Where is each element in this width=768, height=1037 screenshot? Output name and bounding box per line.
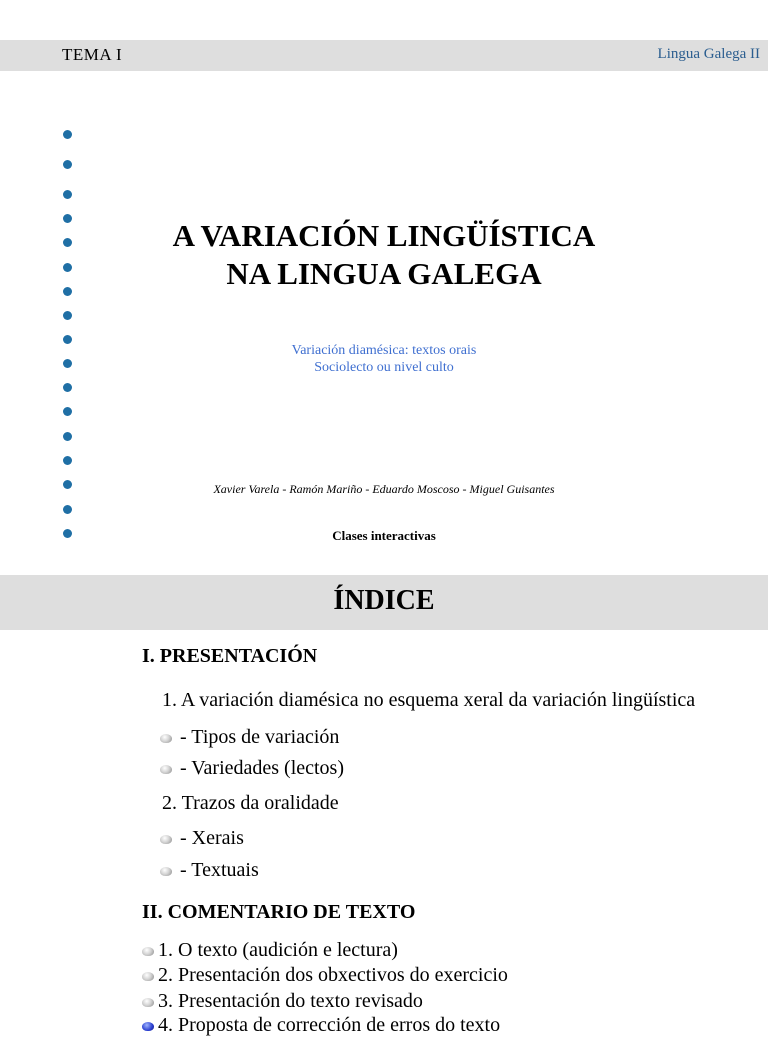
index-subitem	[160, 726, 339, 749]
dot-icon	[63, 190, 72, 199]
index-subitem-label: - Tipos de variación	[180, 726, 340, 748]
bullet-icon	[160, 765, 172, 774]
index-subitem-label: 2. Presentación dos obxectivos do exercicio	[158, 964, 508, 986]
subtitle-line-2: Sociolecto ou nivel culto	[314, 360, 454, 375]
subtitle-line-1: Variación diamésica: textos orais	[291, 343, 477, 358]
index-subitem-label: - Textuais	[180, 859, 259, 881]
index-heading: ÍNDICE	[333, 585, 435, 616]
title-line-1: A VARIACIÓN LINGÜÍSTICA	[172, 218, 596, 253]
index-subitem-label: - Xerais	[180, 827, 244, 849]
dot-icon	[63, 505, 72, 514]
page-header	[0, 40, 768, 71]
index-subitem	[142, 1014, 500, 1037]
bullet-icon	[160, 835, 172, 844]
header-topic: TEMA I	[62, 45, 123, 64]
bullet-icon	[142, 1022, 154, 1031]
title-line-2: NA LINGUA GALEGA	[226, 256, 542, 291]
header-course: Lingua Galega II	[657, 46, 760, 62]
index-subitem	[142, 964, 508, 987]
section-presentation: I. PRESENTACIÓN	[142, 645, 318, 667]
bullet-icon	[142, 972, 154, 981]
authors: Xavier Varela - Ramón Mariño - Eduardo Moscoso - Miguel Guisantes	[213, 482, 555, 496]
index-subitem	[160, 827, 244, 850]
index-item: 2. Trazos da oralidade	[162, 792, 339, 814]
page-title	[0, 217, 768, 293]
index-subitem	[142, 939, 398, 962]
classes-label: Clases interactivas	[332, 528, 436, 543]
dot-icon	[63, 160, 72, 169]
index-subitem-label: - Variedades (lectos)	[180, 757, 345, 779]
index-subitem	[160, 757, 344, 780]
dot-icon	[63, 130, 72, 139]
bullet-icon	[160, 734, 172, 743]
index-item: 1. A variación diamésica no esquema xeral da variación lingüística	[162, 689, 696, 711]
page-subtitle	[0, 342, 768, 376]
index-subitem-label: 3. Presentación do texto revisado	[158, 990, 423, 1012]
decorative-dots	[63, 130, 75, 540]
bullet-icon	[142, 947, 154, 956]
index-subitem-label: 1. O texto (audición e lectura)	[158, 939, 398, 961]
dot-icon	[63, 407, 72, 416]
dot-icon	[63, 383, 72, 392]
index-subitem-label: 4. Proposta de corrección de erros do texto	[158, 1014, 501, 1036]
dot-icon	[63, 311, 72, 320]
dot-icon	[63, 456, 72, 465]
dot-icon	[63, 432, 72, 441]
index-subitem	[142, 990, 423, 1013]
bullet-icon	[160, 867, 172, 876]
section-commentary: II. COMENTARIO DE TEXTO	[142, 901, 416, 923]
index-subitem	[160, 859, 259, 882]
index-heading-band	[0, 575, 768, 630]
bullet-icon	[142, 998, 154, 1007]
